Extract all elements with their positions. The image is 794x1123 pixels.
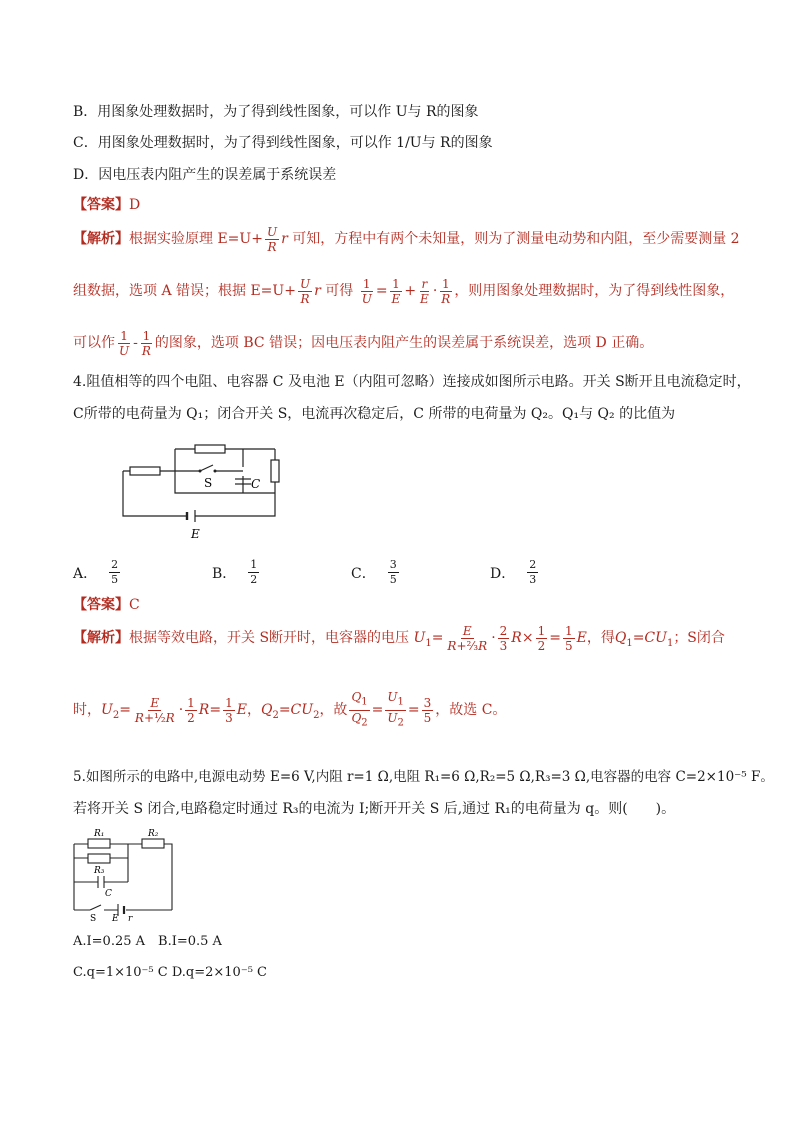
q4-analysis-line-1: 【解析】根据等效电路，开关 S断开时，电容器的电压 $U_1=$ $\frac{E}{\text{R+⅔R}}$ · $\frac{2}{3}$ R× $\frac{1}{2}$ = $\frac{1}{5}$ E，得$Q_1=CU_1$；S闭合 [73, 623, 725, 653]
q4-analysis-line-2: 时，$U_2=$ $\frac{E}{\text{R+½R}}$ · $\frac{1}{2}$ R= $\frac{1}{3}$ E，$Q_2=CU_2$，故 $\frac{Q_1}{Q_2}$ = $\frac{U_1}{U_2}$ = $\frac{3}{5}$ ，故选 C。 [73, 690, 507, 728]
r2-label: R₂ [148, 829, 159, 839]
e-label: E [112, 914, 119, 921]
q4-circuit-diagram [115, 440, 290, 545]
q5-stem-line-1: 5.如图所示的电路中,电源电动势 E=6 V,内阻 r=1 Ω,电阻 R₁=6 Ω,R₂=5 Ω,R₃=3 Ω,电容器的电容 C=2×10⁻⁵ F。 [73, 769, 774, 785]
switch-label: S [204, 476, 213, 490]
c-label: C [105, 889, 112, 899]
answer-value: D [129, 197, 141, 213]
battery-label: E [191, 527, 200, 541]
q4-stem-line-2: C所带的电荷量为 Q₁；闭合开关 S，电流再次稳定后，C 所带的电荷量为 Q₂。Q₁与 Q₂ 的比值为 [73, 406, 676, 422]
q3-analysis-line-2: 组数据，选项 A 错误；根据 E=U+ $\frac{U}{R}$ r 可得 $\frac{1}{U}$ = $\frac{1}{E}$ + $\frac{r}{E}$ · $\frac{1}{R}$ ，则用图象处理数据时，为了得到线性图象， [73, 276, 735, 306]
capacitor-label: C [251, 477, 261, 491]
q4-choice-c[interactable]: C． $\frac{3}{5}$ [351, 558, 397, 586]
q3-answer [73, 196, 140, 214]
q3-option-b: B．用图象处理数据时，为了得到线性图象，可以作 U与 R的图象 [73, 104, 479, 120]
switch-contact [199, 470, 202, 473]
r3-label: R₃ [94, 866, 105, 876]
q5-circuit-diagram [68, 826, 178, 921]
q3-analysis-line-3: 可以作 $\frac{1}{U}$ - $\frac{1}{R}$ 的图象，选项 BC 错误；因电压表内阻产生的误差属于系统误差，选项 D 正确。 [73, 328, 654, 358]
q5-stem-line-2: 若将开关 S 闭合,电路稳定时通过 R₃的电流为 I;断开开关 S 后,通过 R₁的电荷量为 q。则( )。 [73, 801, 676, 817]
q4-answer: 【答案】C [73, 597, 140, 613]
s-label: S [90, 914, 97, 921]
r-label: r [128, 914, 133, 921]
q4-choice-d[interactable]: D． $\frac{2}{3}$ [490, 558, 537, 586]
q3-option-d: D．因电压表内阻产生的误差属于系统误差 [73, 167, 337, 183]
q4-stem-line-1: 4.阻值相等的四个电阻、电容器 C 及电池 E（内阻可忽略）连接成如图所示电路。开关 S断开且电流稳定时， [73, 374, 751, 390]
q3-analysis-line-1: 【解析】根据实验原理 E=U+ $\frac{U}{R}$ r 可知，方程中有两个未知量，则为了测量电动势和内阻，至少需要测量 2 [73, 224, 740, 254]
q5-options-ab: A.I=0.25 A B.I=0.5 A [73, 934, 222, 949]
q5-options-cd: C.q=1×10⁻⁵ C D.q=2×10⁻⁵ C [73, 965, 267, 980]
formula-u1: $\frac{E}{\text{R+⅔R}}$ [447, 623, 488, 653]
formula-u2: $\frac{E}{\text{R+½R}}$ [134, 695, 175, 725]
q4-choice-a[interactable]: A． $\frac{2}{5}$ [73, 558, 119, 586]
q3-option-c: C．用图象处理数据时，为了得到线性图象，可以作 1/U与 R的图象 [73, 135, 493, 151]
formula-linear: $\frac{1}{U}$ [361, 276, 372, 306]
q4-choice-b[interactable]: B． $\frac{1}{2}$ [212, 558, 258, 586]
formula-u-over-r: $\frac{U}{R}$ [266, 224, 278, 254]
answer-tag: 【答案】 [73, 197, 129, 213]
r1-label: R₁ [94, 829, 105, 839]
analysis-tag: 【解析】 [73, 231, 129, 247]
